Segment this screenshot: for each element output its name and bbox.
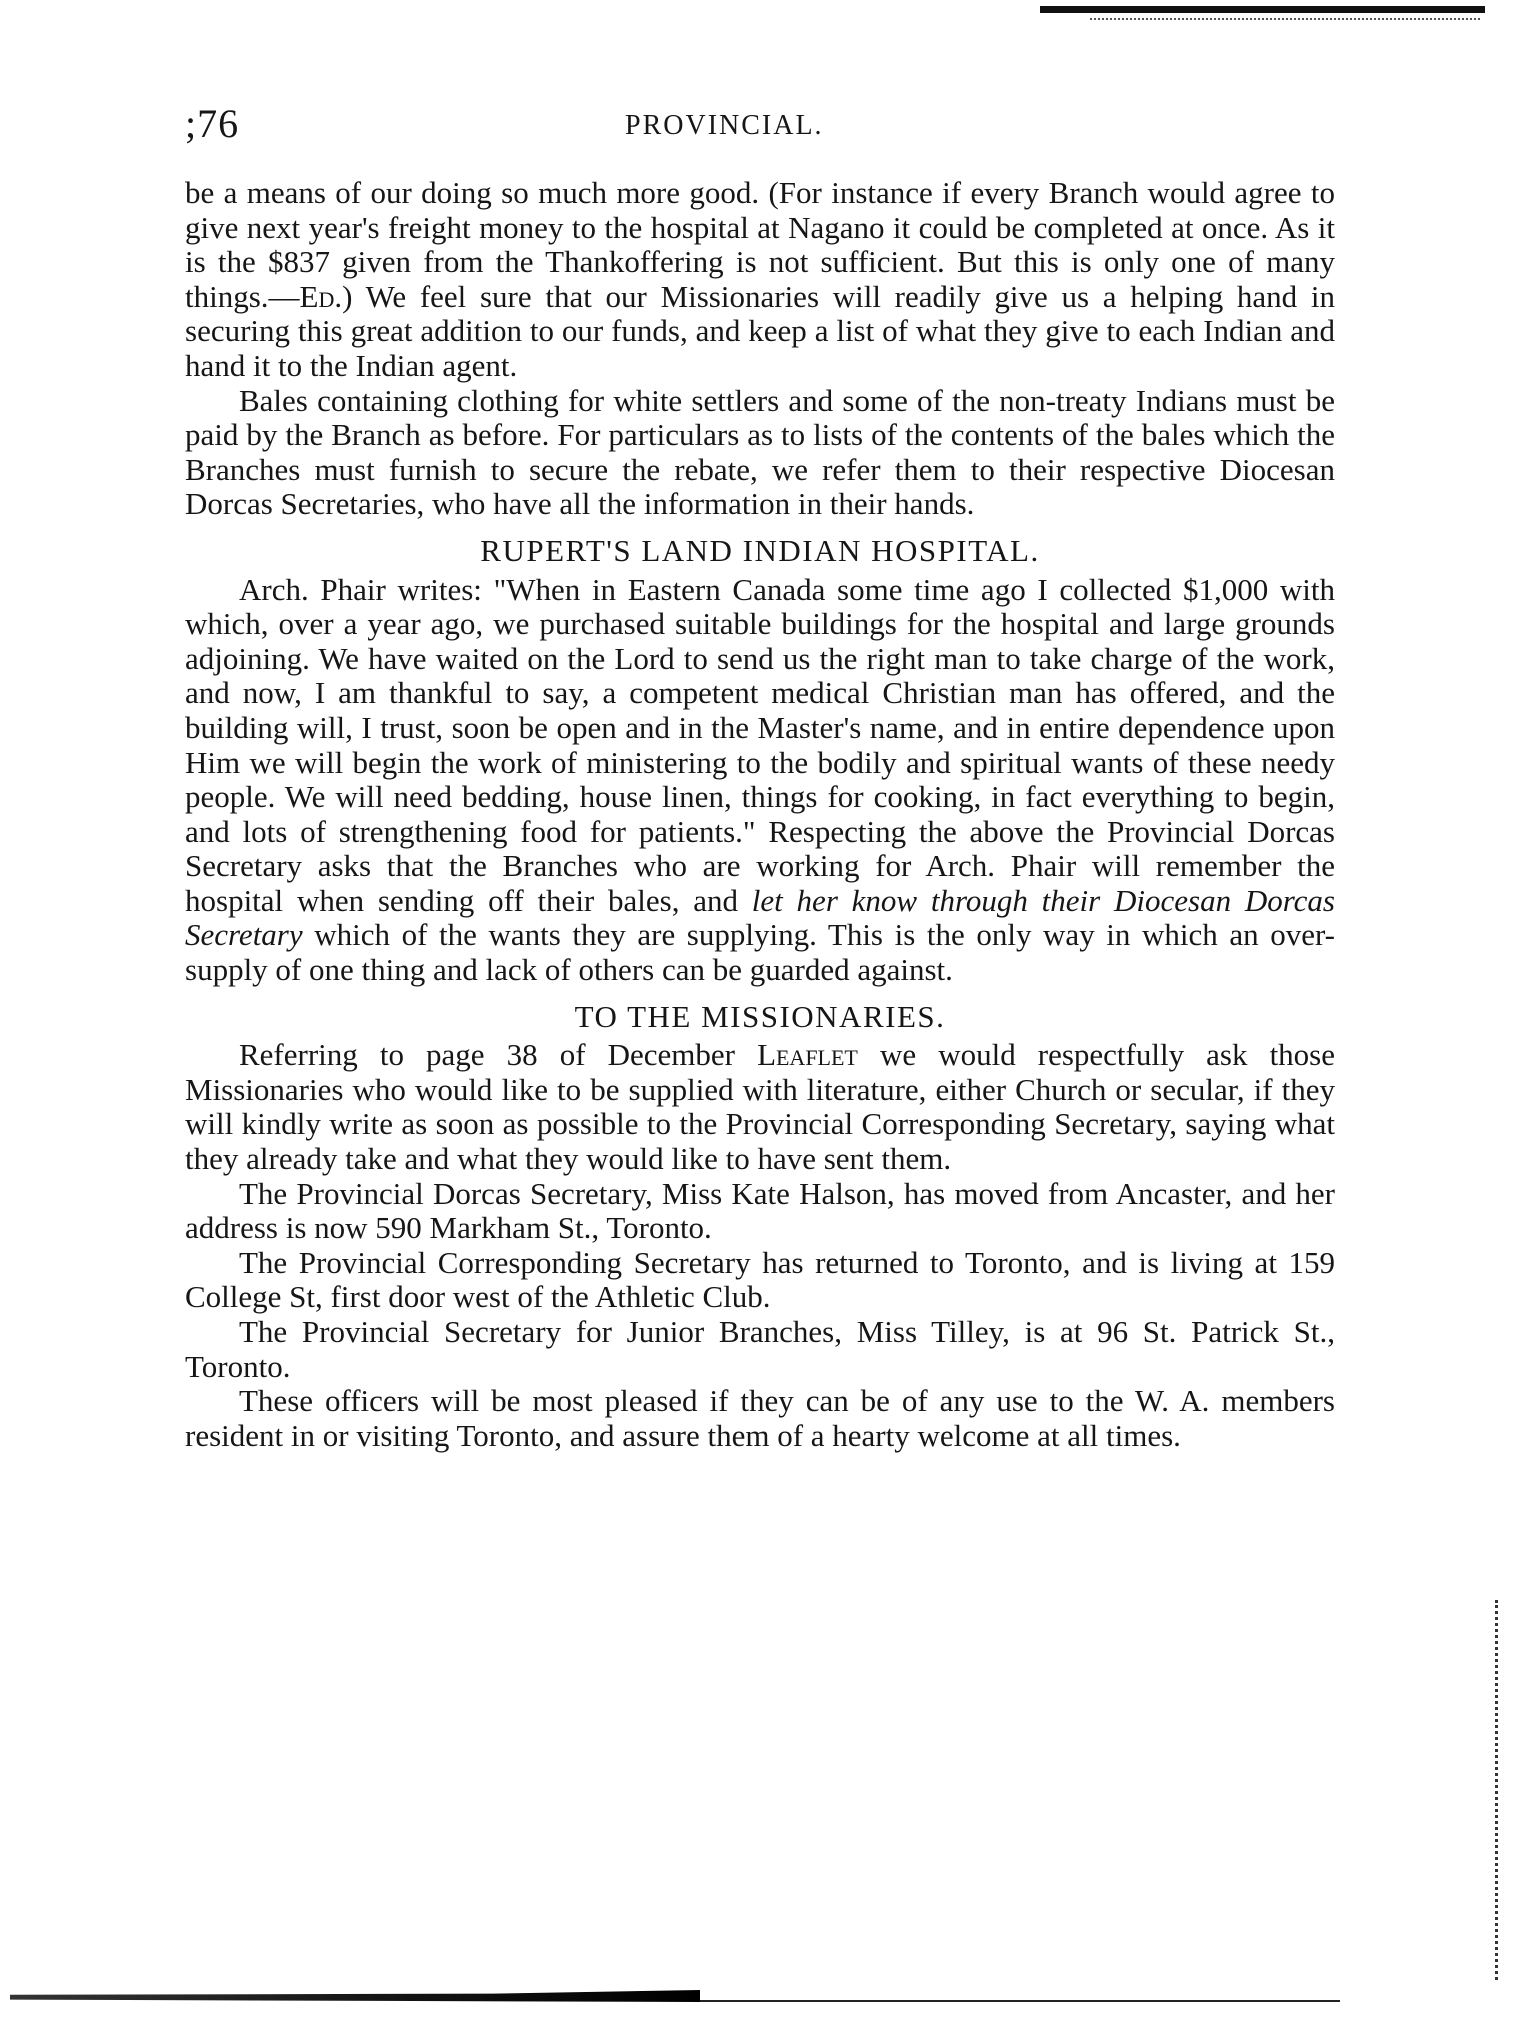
top-rule [1040,6,1485,13]
bottom-rule-line [700,2000,1340,2002]
bottom-rule [10,1990,700,2002]
paragraph-arch-phair [185,573,1335,988]
section-heading-hospital: RUPERT'S LAND INDIAN HOSPITAL. [480,532,1040,568]
paragraph-literature [185,1038,1335,1176]
paragraph-dorcas-secretary: The Provincial Dorcas Secretary, Miss Kate Halson, has moved from Ancaster, and her address is now 590 Markham St., Toronto. [185,1175,1335,1246]
running-head: PROVINCIAL. [625,110,824,141]
text-run: we would respectfully ask those Missionaries who would like to be supplied with literature, either Church or secular, if they will kindly write as soon as possible to the Provincial Corresponding Secretary, saying what they already take and what they would like to have sent them. [185,1037,1336,1177]
text-run: ) We feel sure that our Missionaries will readily give us a helping hand in securing this great addition to our funds, and keep a list of what they give to each Indian and hand it to the Indian agent. [185,278,1335,383]
spine-marks [1495,1600,1508,1980]
italic-text: let her know through their Diocesan Dorcas Secretary [185,882,1335,953]
page-header [185,100,1340,150]
text-run: be a means of our doing so much more good. (For instance if every Branch would agree to give next year's freight money to the hospital at Nagano it could be completed at once. As it is the $837 given from the Thankoffering is not sufficient. But this is only one of many things.— [185,175,1335,314]
editor-abbrev: Ed. [299,278,343,314]
page-body [185,176,1335,1453]
top-rule-dots [1090,18,1480,23]
page-number: ;76 [185,101,240,146]
paragraph-junior-branches: The Provincial Secretary for Junior Branches, Miss Tilley, is at 96 St. Patrick St., Toronto. [185,1314,1335,1384]
paragraph-bales: Bales containing clothing for white settlers and some of the non-treaty Indians must be paid by the Branch as before. For particulars as to lists of the contents of the bales which the Branches must furnish to secure the rebate, we refer them to their respective Diocesan Dorcas Secretaries, who have all the information in their hands. [185,382,1335,522]
text-run: which of the wants they are supplying. This is the only way in which an over-supply of one thing and lack of others can be guarded against. [185,917,1335,988]
section-heading-missionaries: TO THE MISSIONARIES. [574,998,946,1034]
paragraph-officers: These officers will be most pleased if they can be of any use to the W. A. members resident in or visiting Toronto, and assure them of a hearty welcome at all times. [185,1383,1335,1453]
leaflet-smallcaps: Leaflet [757,1037,858,1073]
text-run: Referring to page 38 of December [239,1037,758,1073]
paragraph-corresponding-secretary: The Provincial Corresponding Secretary has returned to Toronto, and is living at 159 College St, first door west of the Athletic Club. [185,1244,1335,1315]
paragraph-continued [185,176,1335,384]
text-run: Arch. Phair writes: "When in Eastern Canada some time ago I collected $1,000 with which, over a year ago, we purchased suitable buildings for the hospital and large grounds adjoining. We have waited on the Lord to send us the right man to take charge of the work, and now, I am thankful to say, a competent medical Christian man has offered, and the building will, I trust, soon be open and in the Master's name, and in entire dependence upon Him we will begin the work of ministering to the bodily and spiritual wants of these needy people. We will need bedding, house linen, things for cooking, in fact everything to begin, and lots of strengthening food for patients." Respecting the above the Provincial Dorcas Secretary asks that the Branches who are working for Arch. Phair will remember the hospital when sending off their bales, and [185,571,1335,918]
